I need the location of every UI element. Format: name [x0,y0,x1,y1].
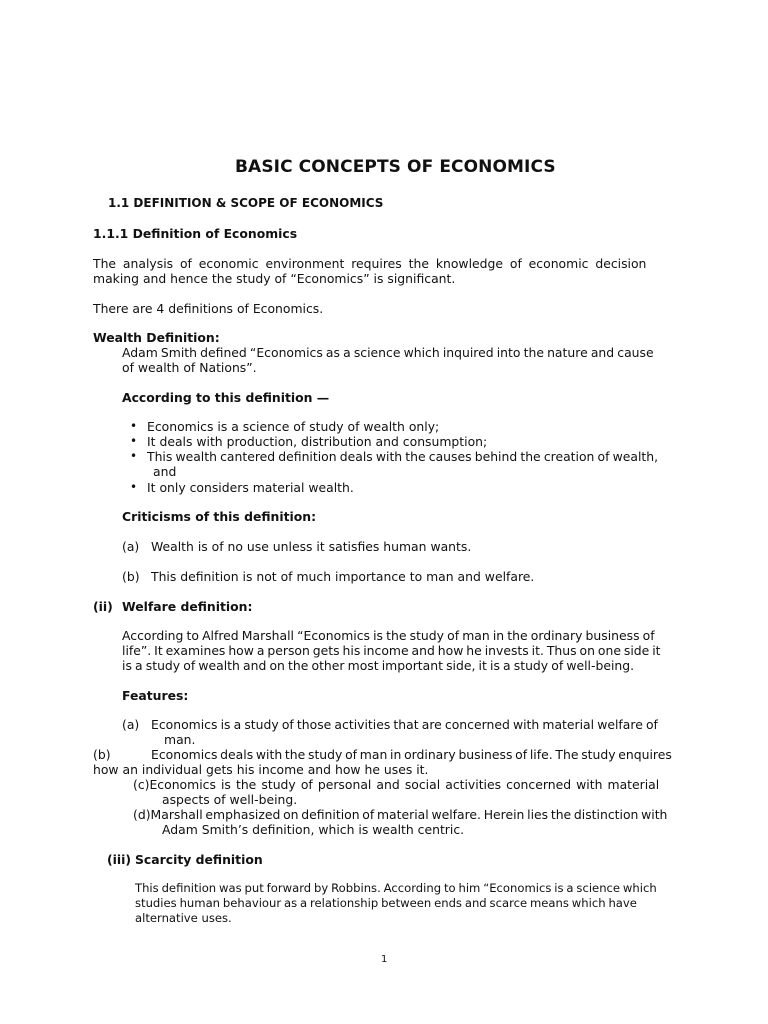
criticisms-heading: Criticisms of this definition: [122,509,317,524]
feature-b-label: (b) [93,747,111,762]
feature-a-label: (a) [122,717,140,732]
bullet-item: Economics is a science of study of wealth only; [147,419,440,434]
feature-a-line-2: man. [164,732,196,747]
wealth-definition-line-2: of wealth of Nations”. [122,360,257,375]
scarcity-line-1: This definition was put forward by Robbins. According to him “Economics is a science which [135,881,657,895]
feature-c-line-1: (c)Economics is the study of personal and social activities concerned with material [133,777,660,792]
criticism-b-text: This definition is not of much importance to man and welfare. [151,569,535,584]
bullet-icon: • [130,434,138,448]
welfare-definition-heading: Welfare definition: [122,599,253,614]
feature-d-line-1: (d)Marshall emphasized on definition of material welfare. Herein lies the distinction with [133,807,668,822]
welfare-label: (ii) [93,599,113,614]
feature-b-line-1: Economics deals with the study of man in ordinary business of life. The study enquires [151,747,672,762]
feature-d-line-2: Adam Smith’s definition, which is wealth centric. [162,822,465,837]
page-number: 1 [381,954,388,965]
welfare-line-2: life”. It examines how a person gets his income and how he invests it. Thus on one side it [122,643,661,658]
page-title: BASIC CONCEPTS OF ECONOMICS [235,157,556,177]
scarcity-line-3: alternative uses. [135,911,232,925]
bullet-item-continuation: and [153,464,177,479]
intro-text-line-2: making and hence the study of “Economics” is significant. [93,271,456,286]
welfare-line-3: is a study of wealth and on the other most important side, it is a study of well-being. [122,658,635,673]
bullet-item: It deals with production, distribution and consumption; [147,434,488,449]
welfare-line-1: According to Alfred Marshall “Economics is the study of man in the ordinary business of [122,628,655,643]
section-heading-1-1: 1.1 DEFINITION & SCOPE OF ECONOMICS [108,196,384,210]
section-heading-1-1-1: 1.1.1 Definition of Economics [93,226,298,241]
scarcity-line-2: studies human behaviour as a relationship between ends and scarce means which have [135,896,637,910]
intro-text-line-1: The analysis of economic environment requires the knowledge of economic decision [93,256,647,271]
according-heading: According to this definition — [122,390,330,405]
bullet-item: It only considers material wealth. [147,480,354,495]
scarcity-label: (iii) [107,852,132,867]
feature-a-line-1: Economics is a study of those activities that are concerned with material welfare of [151,717,658,732]
wealth-definition-heading: Wealth Definition: [93,330,220,345]
bullet-icon: • [130,419,138,433]
features-heading: Features: [122,688,189,703]
wealth-definition-line-1: Adam Smith defined “Economics as a science which inquired into the nature and cause [122,345,654,360]
bullet-item: This wealth cantered definition deals with the causes behind the creation of wealth, [147,449,659,464]
bullet-icon: • [130,449,138,463]
feature-c-line-2: aspects of well-being. [162,792,298,807]
criticism-a-text: Wealth is of no use unless it satisfies human wants. [151,539,472,554]
four-definitions-text: There are 4 definitions of Economics. [93,301,324,316]
feature-b-line-2: how an individual gets his income and how he uses it. [93,762,429,777]
criticism-b-label: (b) [122,569,140,584]
bullet-icon: • [130,480,138,494]
scarcity-definition-heading: Scarcity definition [135,852,263,867]
criticism-a-label: (a) [122,539,140,554]
